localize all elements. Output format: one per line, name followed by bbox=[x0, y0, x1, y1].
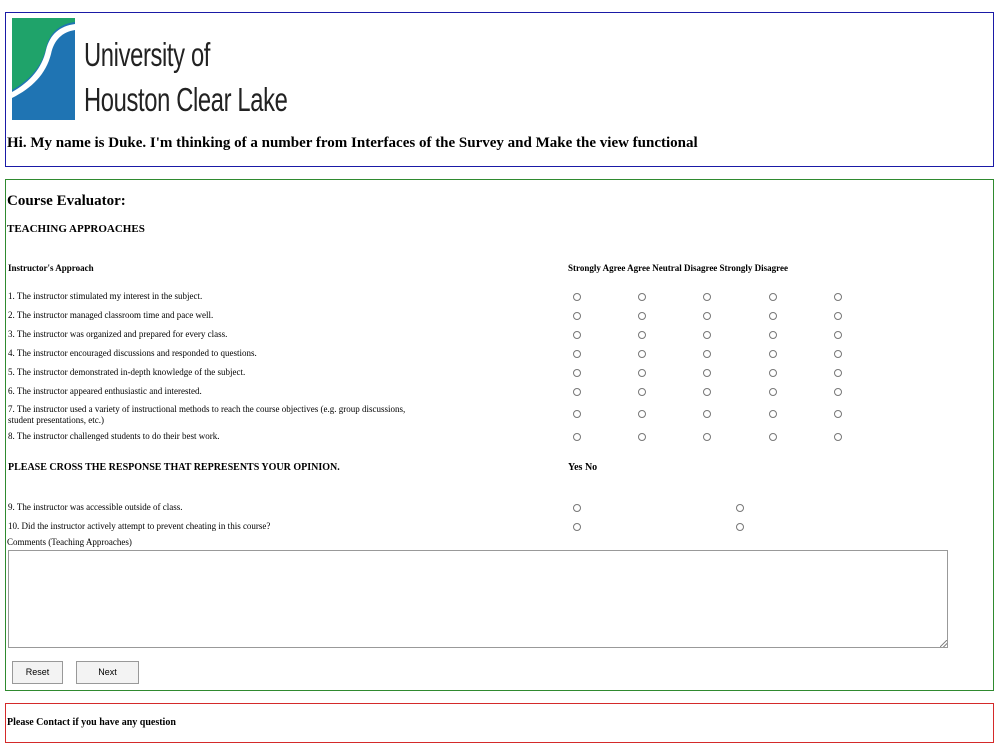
comments-textarea[interactable] bbox=[8, 550, 948, 648]
rating-radio[interactable] bbox=[834, 369, 842, 377]
rating-radio[interactable] bbox=[769, 410, 777, 418]
rating-radio[interactable] bbox=[638, 369, 646, 377]
no-radio[interactable] bbox=[736, 504, 744, 512]
rating-radio[interactable] bbox=[638, 312, 646, 320]
question-text: 7. The instructor used a variety of instructional methods to reach the course objectives (e.g. group discussions, student presentations, etc.) bbox=[8, 404, 406, 425]
rating-radio[interactable] bbox=[638, 388, 646, 396]
course-evaluator-form bbox=[5, 179, 994, 691]
rating-radio[interactable] bbox=[703, 369, 711, 377]
rating-radio[interactable] bbox=[573, 312, 581, 320]
no-radio[interactable] bbox=[736, 523, 744, 531]
rating-radio[interactable] bbox=[703, 293, 711, 301]
greeting-text: Hi. My name is Duke. I'm thinking of a number from Interfaces of the Survey and Make the view functional bbox=[7, 135, 698, 151]
university-logo bbox=[12, 18, 288, 124]
header-panel bbox=[5, 12, 994, 167]
rating-radio[interactable] bbox=[769, 433, 777, 441]
column-header-scale: Strongly Agree Agree Neutral Disagree Strongly Disagree bbox=[568, 263, 788, 273]
question-text: 2. The instructor managed classroom time and pace well. bbox=[8, 310, 214, 320]
rating-radio[interactable] bbox=[834, 312, 842, 320]
rating-radio[interactable] bbox=[703, 433, 711, 441]
rating-radio[interactable] bbox=[573, 388, 581, 396]
form-title: Course Evaluator: bbox=[7, 193, 126, 209]
textarea-resize-handle[interactable] bbox=[940, 640, 947, 647]
question-text: 1. The instructor stimulated my interest in the subject. bbox=[8, 291, 203, 301]
rating-radio[interactable] bbox=[573, 369, 581, 377]
resize-grip-icon bbox=[940, 640, 947, 647]
footer-contact-text: Please Contact if you have any question bbox=[7, 717, 176, 728]
rating-radio[interactable] bbox=[769, 350, 777, 358]
rating-radio[interactable] bbox=[834, 388, 842, 396]
rating-radio[interactable] bbox=[769, 293, 777, 301]
rating-radio[interactable] bbox=[638, 350, 646, 358]
rating-radio[interactable] bbox=[769, 331, 777, 339]
contact-footer bbox=[5, 703, 994, 743]
rating-radio[interactable] bbox=[703, 350, 711, 358]
rating-radio[interactable] bbox=[834, 293, 842, 301]
rating-radio[interactable] bbox=[769, 312, 777, 320]
rating-radio[interactable] bbox=[573, 433, 581, 441]
question-text: 9. The instructor was accessible outside of class. bbox=[8, 502, 183, 512]
rating-radio[interactable] bbox=[573, 350, 581, 358]
rating-radio[interactable] bbox=[769, 388, 777, 396]
question-text: 8. The instructor challenged students to do their best work. bbox=[8, 431, 220, 441]
rating-radio[interactable] bbox=[703, 331, 711, 339]
comments-label: Comments (Teaching Approaches) bbox=[7, 537, 132, 547]
rating-radio[interactable] bbox=[834, 350, 842, 358]
rating-radio[interactable] bbox=[703, 410, 711, 418]
question-text: 5. The instructor demonstrated in-depth knowledge of the subject. bbox=[8, 367, 246, 377]
logo-mark-icon bbox=[12, 18, 75, 120]
rating-radio[interactable] bbox=[834, 410, 842, 418]
question-text: 3. The instructor was organized and prepared for every class. bbox=[8, 329, 228, 339]
rating-radio[interactable] bbox=[703, 388, 711, 396]
rating-radio[interactable] bbox=[834, 433, 842, 441]
rating-radio[interactable] bbox=[638, 331, 646, 339]
rating-radio[interactable] bbox=[703, 312, 711, 320]
next-button[interactable]: Next bbox=[76, 661, 139, 684]
question-text: 6. The instructor appeared enthusiastic and interested. bbox=[8, 386, 202, 396]
rating-radio[interactable] bbox=[573, 331, 581, 339]
question-text: 10. Did the instructor actively attempt to prevent cheating in this course? bbox=[8, 521, 271, 531]
opinion-instruction: PLEASE CROSS THE RESPONSE THAT REPRESENTS YOUR OPINION. bbox=[8, 462, 340, 473]
yes-radio[interactable] bbox=[573, 504, 581, 512]
rating-radio[interactable] bbox=[638, 293, 646, 301]
column-header-yes-no: Yes No bbox=[568, 462, 598, 473]
reset-button[interactable]: Reset bbox=[12, 661, 63, 684]
logo-text-line1: University of bbox=[84, 36, 211, 73]
rating-radio[interactable] bbox=[573, 410, 581, 418]
section-title: TEACHING APPROACHES bbox=[7, 223, 145, 235]
rating-radio[interactable] bbox=[834, 331, 842, 339]
rating-radio[interactable] bbox=[573, 293, 581, 301]
question-text: 4. The instructor encouraged discussions and responded to questions. bbox=[8, 348, 257, 358]
rating-radio[interactable] bbox=[769, 369, 777, 377]
rating-radio[interactable] bbox=[638, 410, 646, 418]
rating-radio[interactable] bbox=[638, 433, 646, 441]
logo-text-line2: Houston Clear Lake bbox=[84, 81, 288, 118]
column-header-approach: Instructor's Approach bbox=[8, 263, 94, 273]
yes-radio[interactable] bbox=[573, 523, 581, 531]
